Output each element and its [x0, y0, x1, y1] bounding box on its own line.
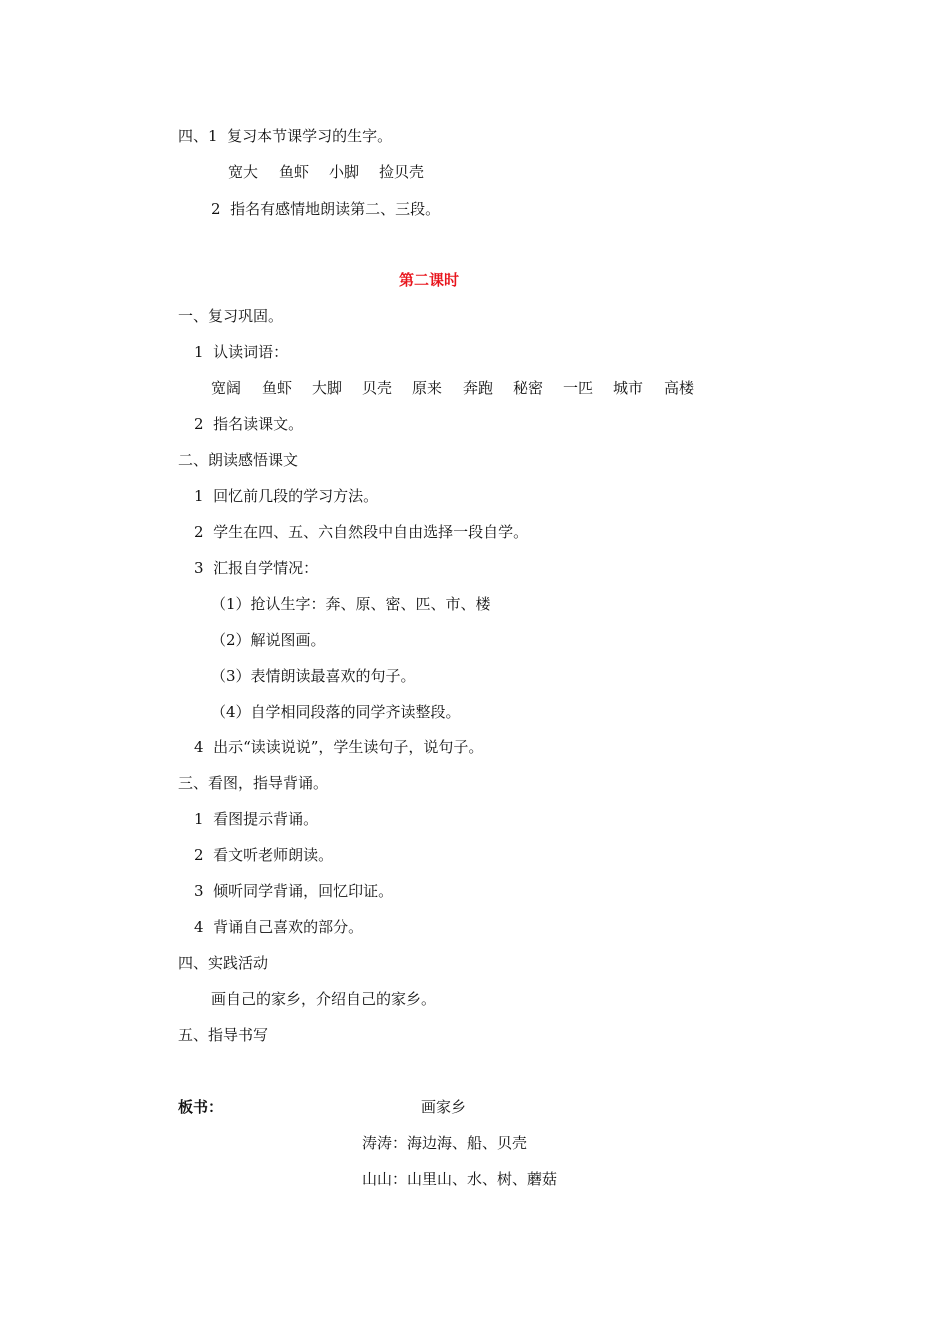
section-2-heading: 二、朗读感悟课文 [178, 451, 299, 469]
word: 宽大 [228, 163, 259, 181]
section-1-heading: 一、复习巩固。 [178, 307, 284, 325]
board-label: 板书： [178, 1098, 224, 1116]
vocab-word: 奔跑 [463, 379, 494, 397]
section-4-heading: 四、实践活动 [178, 954, 269, 972]
section-2-item-3: 3 汇报自学情况： [194, 559, 319, 577]
board-line-1: 涛涛：海边海、船、贝壳 [362, 1134, 528, 1152]
vocab-word: 高楼 [664, 379, 695, 397]
sub-item-2: （2）解说图画。 [211, 631, 326, 649]
section-2-item-2: 2 学生在四、五、六自然段中自由选择一段自学。 [194, 523, 529, 541]
section-1-item-1: 1 认读词语： [194, 343, 289, 361]
review-item-1: 四、1 复习本节课学习的生字。 [178, 127, 393, 145]
word: 捡贝壳 [379, 163, 425, 181]
review-word-list [0, 162, 950, 182]
section-3-item-4: 4 背诵自己喜欢的部分。 [194, 918, 364, 936]
vocab-word: 一匹 [563, 379, 594, 397]
section-2-item-4: 4 出示“读读说说”，学生读句子，说句子。 [194, 738, 484, 756]
vocab-word: 原来 [412, 379, 443, 397]
lesson-title: 第二课时 [398, 271, 459, 289]
vocab-word: 贝壳 [362, 379, 393, 397]
section-3-item-1: 1 看图提示背诵。 [194, 810, 319, 828]
section-3-heading: 三、看图，指导背诵。 [178, 774, 329, 792]
review-item-2: 2 指名有感情地朗读第二、三段。 [211, 200, 441, 218]
vocab-word: 秘密 [513, 379, 544, 397]
board-title: 画家乡 [421, 1098, 467, 1116]
vocab-word: 大脚 [312, 379, 343, 397]
word: 小脚 [329, 163, 360, 181]
word: 鱼虾 [279, 163, 310, 181]
sub-item-3: （3）表情朗读最喜欢的句子。 [211, 667, 416, 685]
vocab-word: 城市 [613, 379, 644, 397]
section-4-text: 画自己的家乡，介绍自己的家乡。 [211, 990, 437, 1008]
section-3-item-2: 2 看文听老师朗读。 [194, 846, 334, 864]
vocab-word: 鱼虾 [262, 379, 293, 397]
section-1-item-2: 2 指名读课文。 [194, 415, 304, 433]
sub-item-4: （4）自学相同段落的同学齐读整段。 [211, 703, 461, 721]
section-2-item-1: 1 回忆前几段的学习方法。 [194, 487, 379, 505]
board-line-2: 山山：山里山、水、树、蘑菇 [362, 1170, 558, 1188]
section-3-item-3: 3 倾听同学背诵，回忆印证。 [194, 882, 394, 900]
sub-item-1: （1）抢认生字：奔、原、密、匹、市、楼 [211, 595, 491, 613]
vocab-word: 宽阔 [211, 379, 242, 397]
vocabulary-list [0, 378, 950, 398]
section-5-heading: 五、指导书写 [178, 1026, 269, 1044]
